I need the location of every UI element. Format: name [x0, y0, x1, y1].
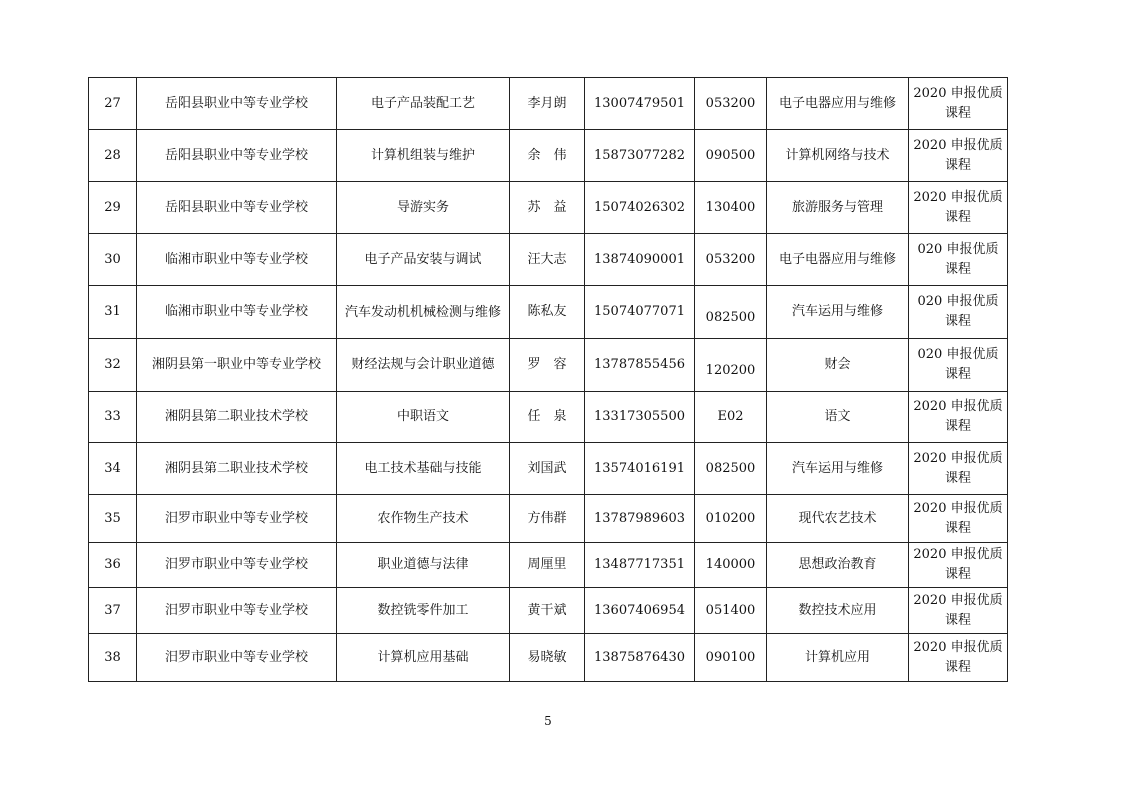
phone-number: 13574016191 — [585, 443, 695, 495]
course-name: 数控铣零件加工 — [337, 588, 510, 634]
course-name: 职业道德与法律 — [337, 543, 510, 588]
table-row — [89, 543, 1008, 588]
status-text: 2020 申报优质课程 — [909, 392, 1008, 443]
row-number: 35 — [89, 495, 137, 543]
status-text: 2020 申报优质课程 — [909, 543, 1008, 588]
row-number: 28 — [89, 130, 137, 182]
table-row — [89, 495, 1008, 543]
course-name: 中职语文 — [337, 392, 510, 443]
school-name: 岳阳县职业中等专业学校 — [137, 130, 337, 182]
school-name: 汨罗市职业中等专业学校 — [137, 588, 337, 634]
major-code: 140000 — [695, 543, 767, 588]
phone-number: 13607406954 — [585, 588, 695, 634]
row-number: 36 — [89, 543, 137, 588]
major-code: 130400 — [695, 182, 767, 234]
teacher-name: 周厘里 — [510, 543, 585, 588]
table-row — [89, 78, 1008, 130]
major-name: 语文 — [767, 392, 909, 443]
major-code: 082500 — [695, 286, 767, 339]
row-number: 27 — [89, 78, 137, 130]
school-name: 湘阴县第二职业技术学校 — [137, 392, 337, 443]
phone-number: 15074026302 — [585, 182, 695, 234]
phone-number: 15074077071 — [585, 286, 695, 339]
status-text: 2020 申报优质课程 — [909, 588, 1008, 634]
row-number: 38 — [89, 634, 137, 682]
major-name: 计算机网络与技术 — [767, 130, 909, 182]
phone-number: 15873077282 — [585, 130, 695, 182]
teacher-name: 刘国武 — [510, 443, 585, 495]
course-roster-table — [88, 77, 1008, 682]
major-code: E02 — [695, 392, 767, 443]
teacher-name: 罗 容 — [510, 339, 585, 392]
phone-number: 13007479501 — [585, 78, 695, 130]
major-name: 电子电器应用与维修 — [767, 78, 909, 130]
status-text: 2020 申报优质课程 — [909, 634, 1008, 682]
major-name: 旅游服务与管理 — [767, 182, 909, 234]
status-text: 2020 申报优质课程 — [909, 182, 1008, 234]
status-text: 020 申报优质课程 — [909, 286, 1008, 339]
table-row — [89, 588, 1008, 634]
major-code: 090100 — [695, 634, 767, 682]
course-name: 农作物生产技术 — [337, 495, 510, 543]
row-number: 31 — [89, 286, 137, 339]
row-number: 33 — [89, 392, 137, 443]
table-row — [89, 286, 1008, 339]
school-name: 汨罗市职业中等专业学校 — [137, 543, 337, 588]
table-row — [89, 443, 1008, 495]
row-number: 34 — [89, 443, 137, 495]
table-row — [89, 339, 1008, 392]
teacher-name: 黄干斌 — [510, 588, 585, 634]
school-name: 湘阴县第二职业技术学校 — [137, 443, 337, 495]
status-text: 2020 申报优质课程 — [909, 495, 1008, 543]
school-name: 湘阴县第一职业中等专业学校 — [137, 339, 337, 392]
school-name: 临湘市职业中等专业学校 — [137, 234, 337, 286]
phone-number: 13787855456 — [585, 339, 695, 392]
major-name: 财会 — [767, 339, 909, 392]
teacher-name: 任 泉 — [510, 392, 585, 443]
course-name: 财经法规与会计职业道德 — [337, 339, 510, 392]
course-name: 计算机应用基础 — [337, 634, 510, 682]
major-name: 思想政治教育 — [767, 543, 909, 588]
table-row — [89, 182, 1008, 234]
phone-number: 13487717351 — [585, 543, 695, 588]
course-name: 计算机组装与维护 — [337, 130, 510, 182]
row-number: 29 — [89, 182, 137, 234]
teacher-name: 余 伟 — [510, 130, 585, 182]
course-name: 汽车发动机机械检测与维修 — [337, 286, 510, 339]
major-name: 汽车运用与维修 — [767, 443, 909, 495]
major-code: 082500 — [695, 443, 767, 495]
major-code: 053200 — [695, 234, 767, 286]
table-row — [89, 392, 1008, 443]
school-name: 岳阳县职业中等专业学校 — [137, 182, 337, 234]
status-text: 020 申报优质课程 — [909, 339, 1008, 392]
teacher-name: 汪大志 — [510, 234, 585, 286]
course-name: 电子产品装配工艺 — [337, 78, 510, 130]
major-code: 010200 — [695, 495, 767, 543]
table-row — [89, 234, 1008, 286]
major-name: 数控技术应用 — [767, 588, 909, 634]
phone-number: 13317305500 — [585, 392, 695, 443]
course-name: 电工技术基础与技能 — [337, 443, 510, 495]
teacher-name: 苏 益 — [510, 182, 585, 234]
phone-number: 13874090001 — [585, 234, 695, 286]
school-name: 临湘市职业中等专业学校 — [137, 286, 337, 339]
phone-number: 13787989603 — [585, 495, 695, 543]
status-text: 020 申报优质课程 — [909, 234, 1008, 286]
major-code: 120200 — [695, 339, 767, 392]
major-code: 090500 — [695, 130, 767, 182]
school-name: 汨罗市职业中等专业学校 — [137, 495, 337, 543]
teacher-name: 易晓敏 — [510, 634, 585, 682]
teacher-name: 陈私友 — [510, 286, 585, 339]
table-row — [89, 634, 1008, 682]
status-text: 2020 申报优质课程 — [909, 443, 1008, 495]
school-name: 汨罗市职业中等专业学校 — [137, 634, 337, 682]
row-number: 32 — [89, 339, 137, 392]
teacher-name: 方伟群 — [510, 495, 585, 543]
course-name: 电子产品安装与调试 — [337, 234, 510, 286]
table-row — [89, 130, 1008, 182]
status-text: 2020 申报优质课程 — [909, 130, 1008, 182]
course-name: 导游实务 — [337, 182, 510, 234]
major-name: 汽车运用与维修 — [767, 286, 909, 339]
school-name: 岳阳县职业中等专业学校 — [137, 78, 337, 130]
major-code: 053200 — [695, 78, 767, 130]
major-code: 051400 — [695, 588, 767, 634]
row-number: 30 — [89, 234, 137, 286]
major-name: 现代农艺技术 — [767, 495, 909, 543]
major-name: 电子电器应用与维修 — [767, 234, 909, 286]
row-number: 37 — [89, 588, 137, 634]
major-name: 计算机应用 — [767, 634, 909, 682]
page-number: 5 — [544, 714, 552, 728]
phone-number: 13875876430 — [585, 634, 695, 682]
status-text: 2020 申报优质课程 — [909, 78, 1008, 130]
teacher-name: 李月朗 — [510, 78, 585, 130]
